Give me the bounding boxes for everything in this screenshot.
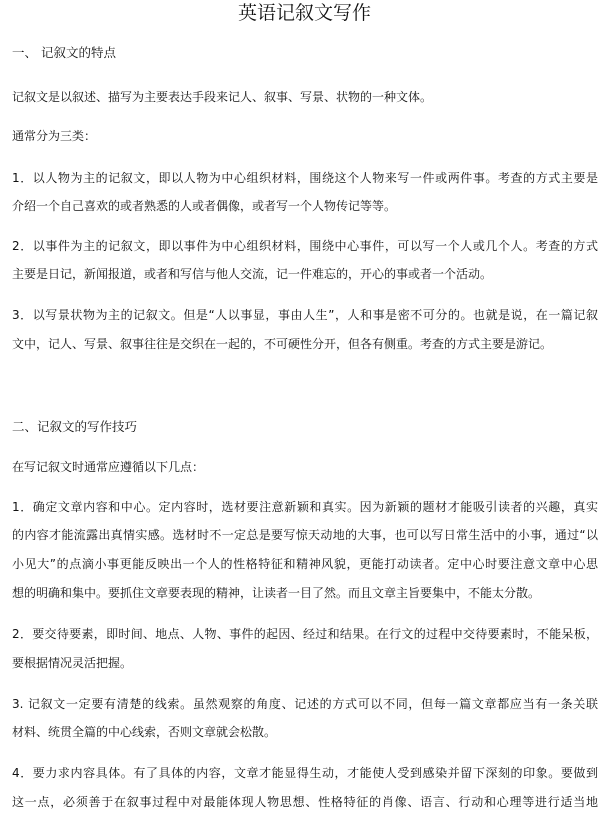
technique-2-line-2: 要根据情况灵活把握。 — [12, 656, 133, 670]
document-title: 英语记叙文写作 — [237, 2, 371, 24]
category-2-line-2: 主要是日记，新闻报道，或者和写信与他人交流，记一件难忘的，开心的事或者一个活动。 — [12, 267, 493, 281]
technique-1-line-3: 小见大”的点滴小事更能反映出一个人的性格特征和精神风貌，更能打动读者。定中心时要注意文章中心思 — [12, 557, 598, 571]
technique-3-line-1: 3. 记叙文一定要有清楚的线索。虽然观察的角度、记述的方式可以不同，但每一篇文章都应当有一条关联 — [12, 697, 598, 711]
technique-2-line-1: 2．要交待要素，即时间、地点、人物、事件的起因、经过和结果。在行文的过程中交待要素时，不能呆板， — [12, 627, 598, 641]
category-3-line-2: 文中，记人、写景、叙事往往是交织在一起的，不可硬性分开，但各有侧重。考查的方式主要是游记。 — [12, 337, 553, 351]
technique-1-line-2: 的内容才能流露出真情实感。选材时不一定总是要写惊天动地的大事，也可以写日常生活中的小事，通过“以 — [12, 528, 598, 542]
categories-intro: 通常分为三类： — [12, 129, 97, 143]
category-1-line-2: 介绍一个自己喜欢的或者熟悉的人或者偶像，或者写一个人物传记等等。 — [12, 199, 397, 213]
definition-paragraph: 记叙文是以叙述、描写为主要表达手段来记人、叙事、写景、状物的一种文体。 — [12, 90, 433, 104]
technique-4-line-2: 这一点，必须善于在叙事过程中对最能体现人物思想、性格特征的肖像、语言、行动和心理等进行适当地 — [12, 795, 598, 809]
technique-1-line-1: 1．确定文章内容和中心。定内容时，选材要注意新颖和真实。因为新颖的题材才能吸引读者的兴趣，真实 — [12, 500, 598, 514]
technique-4-line-1: 4．要力求内容具体。有了具体的内容，文章才能显得生动，才能使人受到感染并留下深刻的印象。要做到 — [12, 766, 598, 780]
section-2-heading: 二、记叙文的写作技巧 — [12, 419, 138, 434]
category-2-line-1: 2．以事件为主的记叙文，即以事件为中心组织材料，围绕中心事件，可以写一个人或几个人。考查的方式 — [12, 239, 598, 253]
section-1-heading: 一、 记叙文的特点 — [12, 45, 116, 60]
category-1-line-1: 1．以人物为主的记叙文，即以人物为中心组织材料，围绕这个人物来写一件或两件事。考查的方式主要是 — [12, 171, 598, 185]
techniques-intro: 在写记叙文时通常应遵循以下几点： — [12, 460, 205, 474]
technique-3-line-2: 材料、统贯全篇的中心线索，否则文章就会松散。 — [12, 725, 277, 739]
category-3-line-1: 3．以写景状物为主的记叙文。但是“人以事显，事由人生”，人和事是密不可分的。也就是说，在一篇记叙 — [12, 308, 598, 322]
technique-1-line-4: 想的明确和集中。要抓住文章要表现的精神，让读者一目了然。而且文章主旨要集中，不能太分散。 — [12, 586, 541, 600]
